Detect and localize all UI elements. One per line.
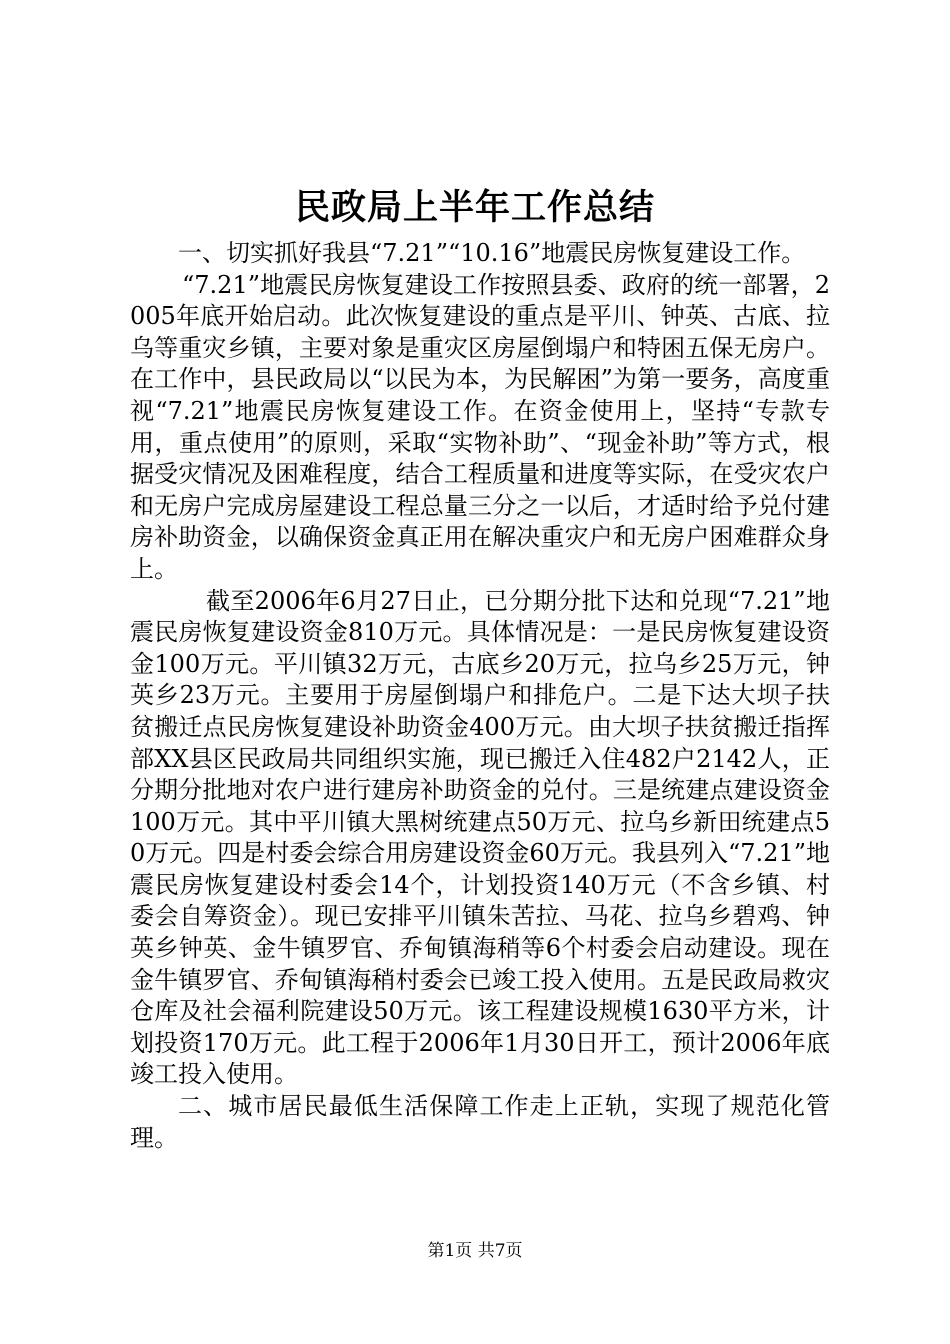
paragraph-section-1-heading: 一、切实抓好我县“7.21”“10.16”地震民房恢复建设工作。 xyxy=(178,239,806,267)
paragraph-earthquake-reconstruction: “7.21”地震民房恢复建设工作按照县委、政府的统一部署，2005年底开始启动。此次恢复建设的重点是平川、钟英、古底、拉乌等重灾乡镇，主要对象是重灾区房屋倒塌户和特困五保无房户。在工作中，县民政局以“以民为本，为民解困”为第一要务，高度重视“7.21”地震民房恢复建设工作。在资金使用上，坚持“专款专用，重点使用”的原则，采取“实物补助”、“现金补助”等方式，根据受灾情况及困难程度，结合工程质量和进度等实际，在受灾农户和无房户完成房屋建设工程总量三分之一以后，才适时给予兑付建房补助资金，以确保资金真正用在解决重灾户和无房户困难群众身上。 xyxy=(130,270,830,583)
document-body xyxy=(130,238,830,1154)
page-number-footer: 第1页 共7页 xyxy=(427,1241,523,1261)
document-title: 民政局上半年工作总结 xyxy=(294,187,655,228)
paragraph-section-2-heading: 二、城市居民最低生活保障工作走上正轨，实现了规范化管理。 xyxy=(130,1092,830,1152)
paragraph-funding-details: 截至2006年6月27日止，已分期分批下达和兑现“7.21”地震民房恢复建设资金810万元。具体情况是：一是民房恢复建设资金100万元。平川镇32万元，古底乡20万元，拉乌乡25万元，钟英乡23万元。主要用于房屋倒塌户和排危户。二是下达大坝子扶贫搬迁点民房恢复建设补助资金400万元。由大坝子扶贫搬迁指挥部XX县区民政局共同组织实施，现已搬迁入住482户2142人，正分期分批地对农户进行建房补助资金的兑付。三是统建点建设资金100万元。其中平川镇大黑树统建点50万元、拉乌乡新田统建点50万元。四是村委会综合用房建设资金60万元。我县列入“7.21”地震民房恢复建设村委会14个，计划投资140万元（不含乡镇、村委会自筹资金）。现已安排平川镇朱苦拉、马花、拉乌乡碧鸡、钟英乡钟英、金牛镇罗官、乔甸镇海稍等6个村委会启动建设。现在金牛镇罗官、乔甸镇海稍村委会已竣工投入使用。五是民政局救灾仓库及社会福利院建设50万元。该工程建设规模1630平方米，计划投资170万元。此工程于2006年1月30日开工，预计2006年底竣工投入使用。 xyxy=(130,586,830,1089)
